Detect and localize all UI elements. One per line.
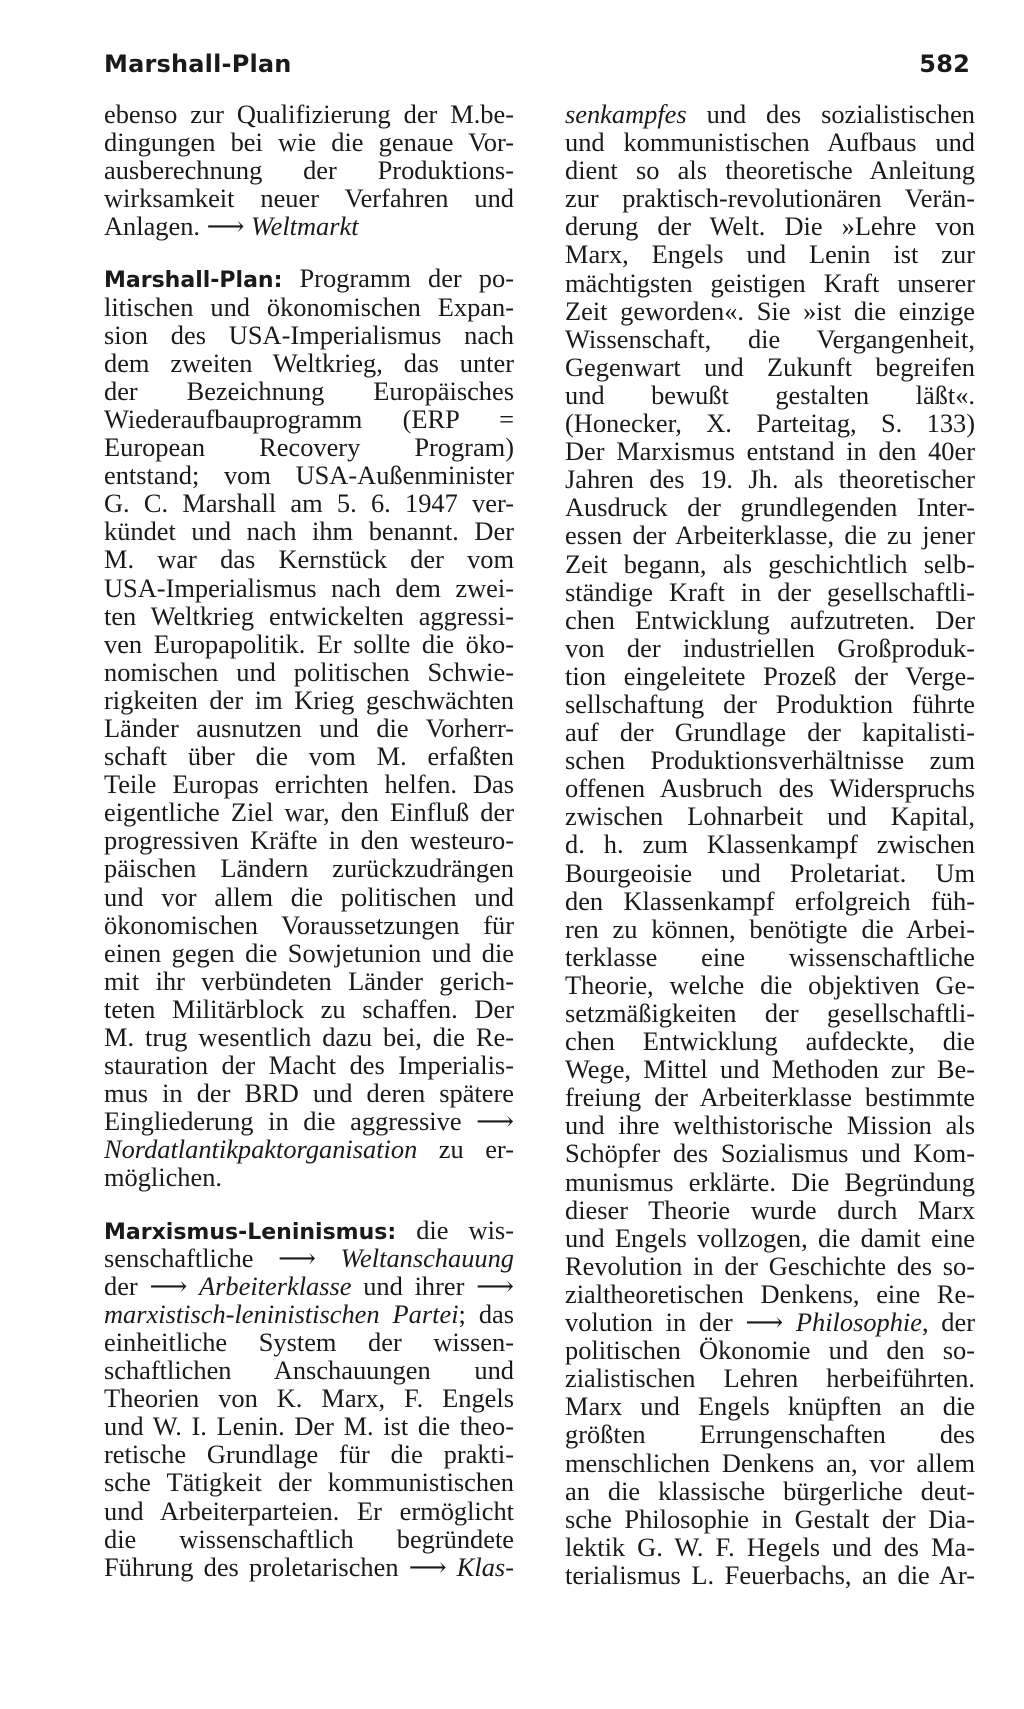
text-line: und bewußt gestalten läßt«. bbox=[565, 379, 975, 410]
text-line: größten Errungenschaften des bbox=[565, 1419, 975, 1450]
text-line: von der industriellen Großproduk- bbox=[565, 632, 975, 663]
text-line: zialtheoretischen Denkens, eine Re- bbox=[565, 1278, 975, 1309]
text-line: sche Tätigkeit der kommunistischen bbox=[104, 1467, 514, 1498]
entry-first-line: Marxismus-Leninismus: die wis- bbox=[104, 1214, 514, 1245]
text-line: den Klassenkampf erfolgreich füh- bbox=[565, 885, 975, 916]
text-line: d. h. zum Klassenkampf zwischen bbox=[565, 829, 975, 860]
text-line: litischen und ökonomischen Expan- bbox=[104, 291, 514, 322]
text-line: zwischen Lohnarbeit und Kapital, bbox=[565, 801, 975, 832]
text-line: Der Marxismus entstand in den 40er bbox=[565, 436, 975, 467]
text-line: M. war das Kernstück der vom bbox=[104, 544, 514, 575]
intro-paragraph bbox=[104, 100, 514, 240]
left-column bbox=[104, 100, 514, 1581]
entry-first-line: Marshall-Plan: Programm der po- bbox=[104, 263, 514, 294]
text-line: einheitliche System der wissen- bbox=[104, 1326, 514, 1357]
text-line: rigkeiten der im Krieg geschwächten bbox=[104, 684, 514, 715]
text-line: sellschaftung der Produktion führte bbox=[565, 688, 975, 719]
text-line: zialistischen Lehren herbeiführten. bbox=[565, 1363, 975, 1394]
text-line: Jahren des 19. Jh. als theoretischer bbox=[565, 464, 975, 495]
text-line: dieser Theorie wurde durch Marx bbox=[565, 1194, 975, 1225]
text-line: schen Produktionsverhältnisse zum bbox=[565, 745, 975, 776]
text-line: Theorie, welche die objektiven Ge- bbox=[565, 969, 975, 1000]
text-line: kündet und nach ihm benannt. Der bbox=[104, 516, 514, 547]
text-line: Marx, Engels und Lenin ist zur bbox=[565, 239, 975, 270]
text-line: Länder ausnutzen und die Vorherr- bbox=[104, 712, 514, 743]
cross-reference-link[interactable]: marxistisch-leninistischen Partei bbox=[104, 1298, 459, 1329]
text-line: offenen Ausbruch des Widerspruchs bbox=[565, 773, 975, 804]
text-line: Eingliederung in die aggressive ⟶ bbox=[104, 1106, 514, 1137]
text-line: G. C. Marshall am 5. 6. 1947 ver- bbox=[104, 488, 514, 519]
text-line: möglichen. bbox=[104, 1162, 222, 1193]
text-line: USA-Imperialismus nach dem zwei- bbox=[104, 572, 514, 603]
text-line: wirksamkeit neuer Verfahren und bbox=[104, 183, 514, 214]
text-line: einen gegen die Sowjetunion und die bbox=[104, 937, 514, 968]
text-line: marxistisch-leninistischen Partei; das bbox=[104, 1298, 515, 1329]
text-line: an die klassische bürgerliche deut- bbox=[565, 1475, 975, 1506]
text-line: M. trug wesentlich dazu bei, die Re- bbox=[104, 1022, 514, 1052]
cross-reference-link[interactable]: Nordatlantikpaktorganisation bbox=[104, 1134, 418, 1165]
text-line: ständige Kraft in der gesellschaftli- bbox=[565, 576, 975, 607]
header-keyword: Marshall-Plan bbox=[104, 50, 292, 78]
text-line: Wissenschaft, die Vergangenheit, bbox=[565, 323, 975, 354]
text-line: sion des USA-Imperialismus nach bbox=[104, 319, 514, 350]
cross-reference-link[interactable]: Weltmarkt bbox=[251, 211, 359, 242]
right-column bbox=[565, 100, 975, 1589]
text-line: Schöpfer des Sozialismus und Kom- bbox=[565, 1138, 975, 1169]
text-line: schaftlichen Anschauungen und bbox=[104, 1355, 514, 1386]
entry-marxismus-leninismus bbox=[104, 1216, 514, 1581]
text-line: essen der Arbeiterklasse, die zu jener bbox=[565, 520, 975, 551]
text-line: eigentliche Ziel war, den Einfluß der bbox=[104, 797, 514, 828]
text-line: der ⟶ Arbeiterklasse und ihrer ⟶ bbox=[104, 1270, 514, 1301]
text-line: Gegenwart und Zukunft begreifen bbox=[565, 351, 975, 382]
text-line: mächtigsten geistigen Kraft unserer bbox=[565, 267, 975, 298]
text-line: Wege, Mittel und Methoden zur Be- bbox=[565, 1054, 975, 1085]
text-line: terklasse eine wissenschaftliche bbox=[565, 941, 975, 972]
text-line: setzmäßigkeiten der gesellschaftli- bbox=[565, 998, 975, 1028]
text-line: Teile Europas errichten helfen. Das bbox=[104, 769, 514, 800]
text-line: und vor allem die politischen und bbox=[104, 881, 514, 912]
text-line: sche Philosophie in Gestalt der Dia- bbox=[565, 1503, 975, 1534]
cross-reference-link[interactable]: Weltanschauung bbox=[340, 1242, 514, 1273]
text-line: zur praktisch-revolutionären Verän- bbox=[565, 183, 975, 214]
text-line: chen Entwicklung aufdeckte, die bbox=[565, 1026, 975, 1057]
text-line: Theorien von K. Marx, F. Engels bbox=[104, 1383, 514, 1414]
page-number: 582 bbox=[919, 50, 970, 78]
text-line: ren zu können, benötigte die Arbei- bbox=[565, 913, 975, 944]
text-line: Nordatlantikpaktorganisation zu er- bbox=[104, 1134, 514, 1165]
text-line: terialismus L. Feuerbachs, an die Ar- bbox=[565, 1559, 975, 1590]
cross-reference-link[interactable]: Philosophie bbox=[795, 1307, 922, 1338]
text-line: der Bezeichnung Europäisches bbox=[104, 375, 514, 406]
text-line: dient so als theoretische Anleitung bbox=[565, 155, 975, 186]
text-line: Führung des proletarischen ⟶ Klas- bbox=[104, 1551, 514, 1582]
running-head bbox=[104, 46, 970, 86]
entry-headword: Marshall-Plan: bbox=[104, 268, 283, 294]
text-line: Anlagen. ⟶ Weltmarkt bbox=[104, 211, 359, 242]
text-line: retische Grundlage für die prakti- bbox=[104, 1439, 514, 1470]
text-line: auf der Grundlage der kapitalisti- bbox=[565, 717, 975, 748]
text-line: Wiederaufbauprogramm (ERP = bbox=[104, 403, 514, 434]
text-line: ven Europapolitik. Er sollte die öko- bbox=[104, 628, 514, 659]
text-line: ebenso zur Qualifizierung der M.be- bbox=[104, 99, 514, 129]
cross-reference-link[interactable]: Arbeiterklasse bbox=[199, 1270, 352, 1301]
text-line: lektik G. W. F. Hegels und des Ma- bbox=[565, 1531, 975, 1562]
text-line: und Arbeiterparteien. Er ermöglicht bbox=[104, 1495, 514, 1526]
text-line: mus in der BRD und deren spätere bbox=[104, 1078, 514, 1109]
text-line: European Recovery Program) bbox=[104, 432, 514, 463]
text-line: und kommunistischen Aufbaus und bbox=[565, 127, 975, 158]
text-line: mit ihr verbündeten Länder gerich- bbox=[104, 965, 514, 996]
text-line: und Engels vollzogen, die damit eine bbox=[565, 1222, 975, 1253]
text-line: ökonomischen Voraussetzungen für bbox=[104, 909, 514, 940]
text-line: und ihre welthistorische Mission als bbox=[565, 1110, 975, 1141]
text-line: tion eingeleitete Prozeß der Verge- bbox=[565, 660, 975, 691]
text-line: dingungen bei wie die genaue Vor- bbox=[104, 127, 514, 158]
text-line: senkampfes und des sozialistischen bbox=[565, 99, 975, 129]
text-line: entstand; vom USA-Außenminister bbox=[104, 460, 514, 491]
text-line: teten Militärblock zu schaffen. Der bbox=[104, 993, 514, 1024]
text-line: Ausdruck der grundlegenden Inter- bbox=[565, 492, 975, 523]
cross-reference-link[interactable]: Klas- bbox=[456, 1551, 514, 1582]
text-line: politischen Ökonomie und den so- bbox=[565, 1335, 975, 1366]
text-line: Zeit geworden«. Sie »ist die einzige bbox=[565, 295, 975, 326]
cross-reference-link[interactable]: senkampfes bbox=[565, 99, 687, 129]
text-line: chen Entwicklung aufzutreten. Der bbox=[565, 604, 975, 635]
text-line: derung der Welt. Die »Lehre von bbox=[565, 211, 975, 242]
text-line: und W. I. Lenin. Der M. ist die theo- bbox=[104, 1411, 514, 1442]
text-line: dem zweiten Weltkrieg, das unter bbox=[104, 347, 514, 378]
text-line: schaft über die vom M. erfaßten bbox=[104, 741, 514, 772]
text-line: (Honecker, X. Parteitag, S. 133) bbox=[565, 408, 975, 439]
text-line: nomischen und politischen Schwie- bbox=[104, 656, 514, 687]
text-line: päischen Ländern zurückzudrängen bbox=[104, 853, 514, 884]
text-line: menschlichen Denkens an, vor allem bbox=[565, 1447, 975, 1478]
text-line: freiung der Arbeiterklasse bestimmte bbox=[565, 1082, 975, 1113]
text-line: Marx und Engels knüpften an die bbox=[565, 1391, 975, 1422]
text-line: stauration der Macht des Imperialis- bbox=[104, 1050, 514, 1081]
text-line: Bourgeoisie und Proletariat. Um bbox=[565, 857, 975, 888]
text-line: die wissenschaftlich begründete bbox=[104, 1523, 514, 1554]
text-line: senschaftliche ⟶ Weltanschauung bbox=[104, 1242, 514, 1273]
text-line: progressiven Kräfte in den westeuro- bbox=[104, 825, 514, 856]
text-line: ten Weltkrieg entwickelten aggressi- bbox=[104, 600, 514, 631]
entry-headword: Marxismus-Leninismus: bbox=[104, 1219, 397, 1245]
text-line: ausberechnung der Produktions- bbox=[104, 155, 514, 186]
text-line: volution in der ⟶ Philosophie, der bbox=[565, 1307, 975, 1338]
entry-marshall-plan bbox=[104, 264, 514, 1191]
text-line: munismus erklärte. Die Begründung bbox=[565, 1166, 975, 1197]
text-line: Revolution in der Geschichte des so- bbox=[565, 1250, 975, 1281]
text-line: Zeit begann, als geschichtlich selb- bbox=[565, 548, 975, 579]
